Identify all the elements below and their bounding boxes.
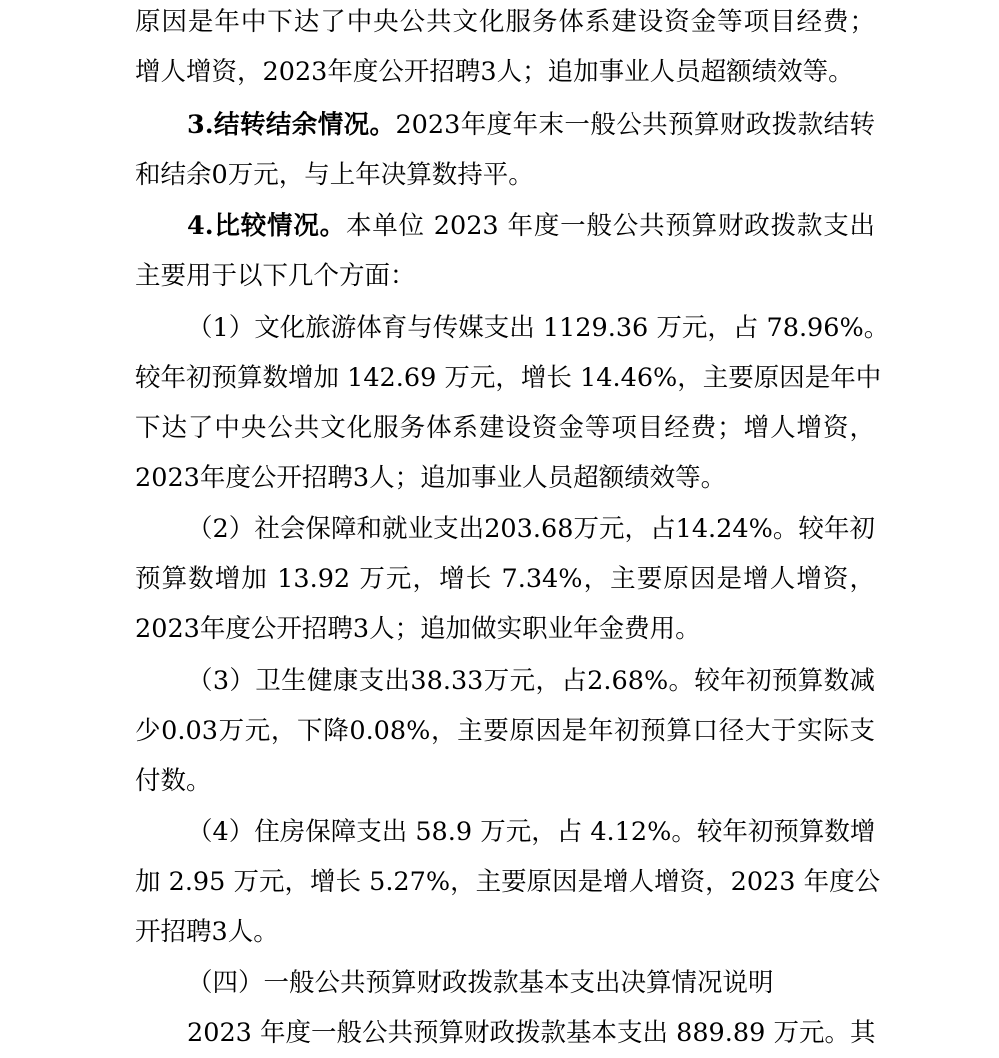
paragraph-line: （2）社会保障和就业支出203.68万元，占14.24%。较年初: [187, 514, 875, 544]
paragraph-line: 2023 年度一般公共预算财政拨款基本支出 889.89 万元。其: [187, 1018, 876, 1048]
paragraph-line: 付数。: [135, 766, 212, 796]
paragraph-line: 和结余0万元，与上年决算数持平。: [135, 160, 534, 190]
subsection-heading: （四）一般公共预算财政拨款基本支出决算情况说明: [187, 968, 774, 998]
paragraph-line: 原因是年中下达了中央公共文化服务体系建设资金等项目经费；: [135, 7, 875, 37]
paragraph-line: 开招聘3人。: [135, 917, 279, 947]
paragraph-line: 主要用于以下几个方面：: [135, 261, 416, 291]
paragraph-line: （3）卫生健康支出38.33万元，占2.68%。较年初预算数减: [187, 666, 875, 696]
paragraph-line: 2023年度公开招聘3人；追加做实职业年金费用。: [135, 614, 701, 644]
section-heading: 3.结转结余情况。: [187, 110, 396, 140]
section-heading-line: 3.结转结余情况。2023年度年末一般公共预算财政拨款结转: [187, 110, 875, 140]
paragraph-line: （4）住房保障支出 58.9 万元，占 4.12%。较年初预算数增: [187, 817, 876, 847]
paragraph-line: 较年初预算数增加 142.69 万元，增长 14.46%，主要原因是年中: [135, 363, 882, 393]
paragraph-line: 2023年度公开招聘3人；追加事业人员超额绩效等。: [135, 463, 727, 493]
section-heading-line: 4.比较情况。本单位 2023 年度一般公共预算财政拨款支出: [187, 211, 875, 241]
paragraph-line: 加 2.95 万元，增长 5.27%，主要原因是增人增资，2023 年度公: [135, 867, 881, 897]
paragraph-line: 增人增资，2023年度公开招聘3人；追加事业人员超额绩效等。: [135, 57, 854, 87]
paragraph-line: 下达了中央公共文化服务体系建设资金等项目经费；增人增资，: [135, 413, 875, 443]
paragraph-line: 预算数增加 13.92 万元，增长 7.34%，主要原因是增人增资，: [135, 564, 875, 594]
section-heading: 4.比较情况。: [187, 211, 346, 241]
paragraph-line: （1）文化旅游体育与传媒支出 1129.36 万元，占 78.96%。: [187, 313, 890, 343]
paragraph-line: 少0.03万元，下降0.08%，主要原因是年初预算口径大于实际支: [135, 716, 875, 746]
